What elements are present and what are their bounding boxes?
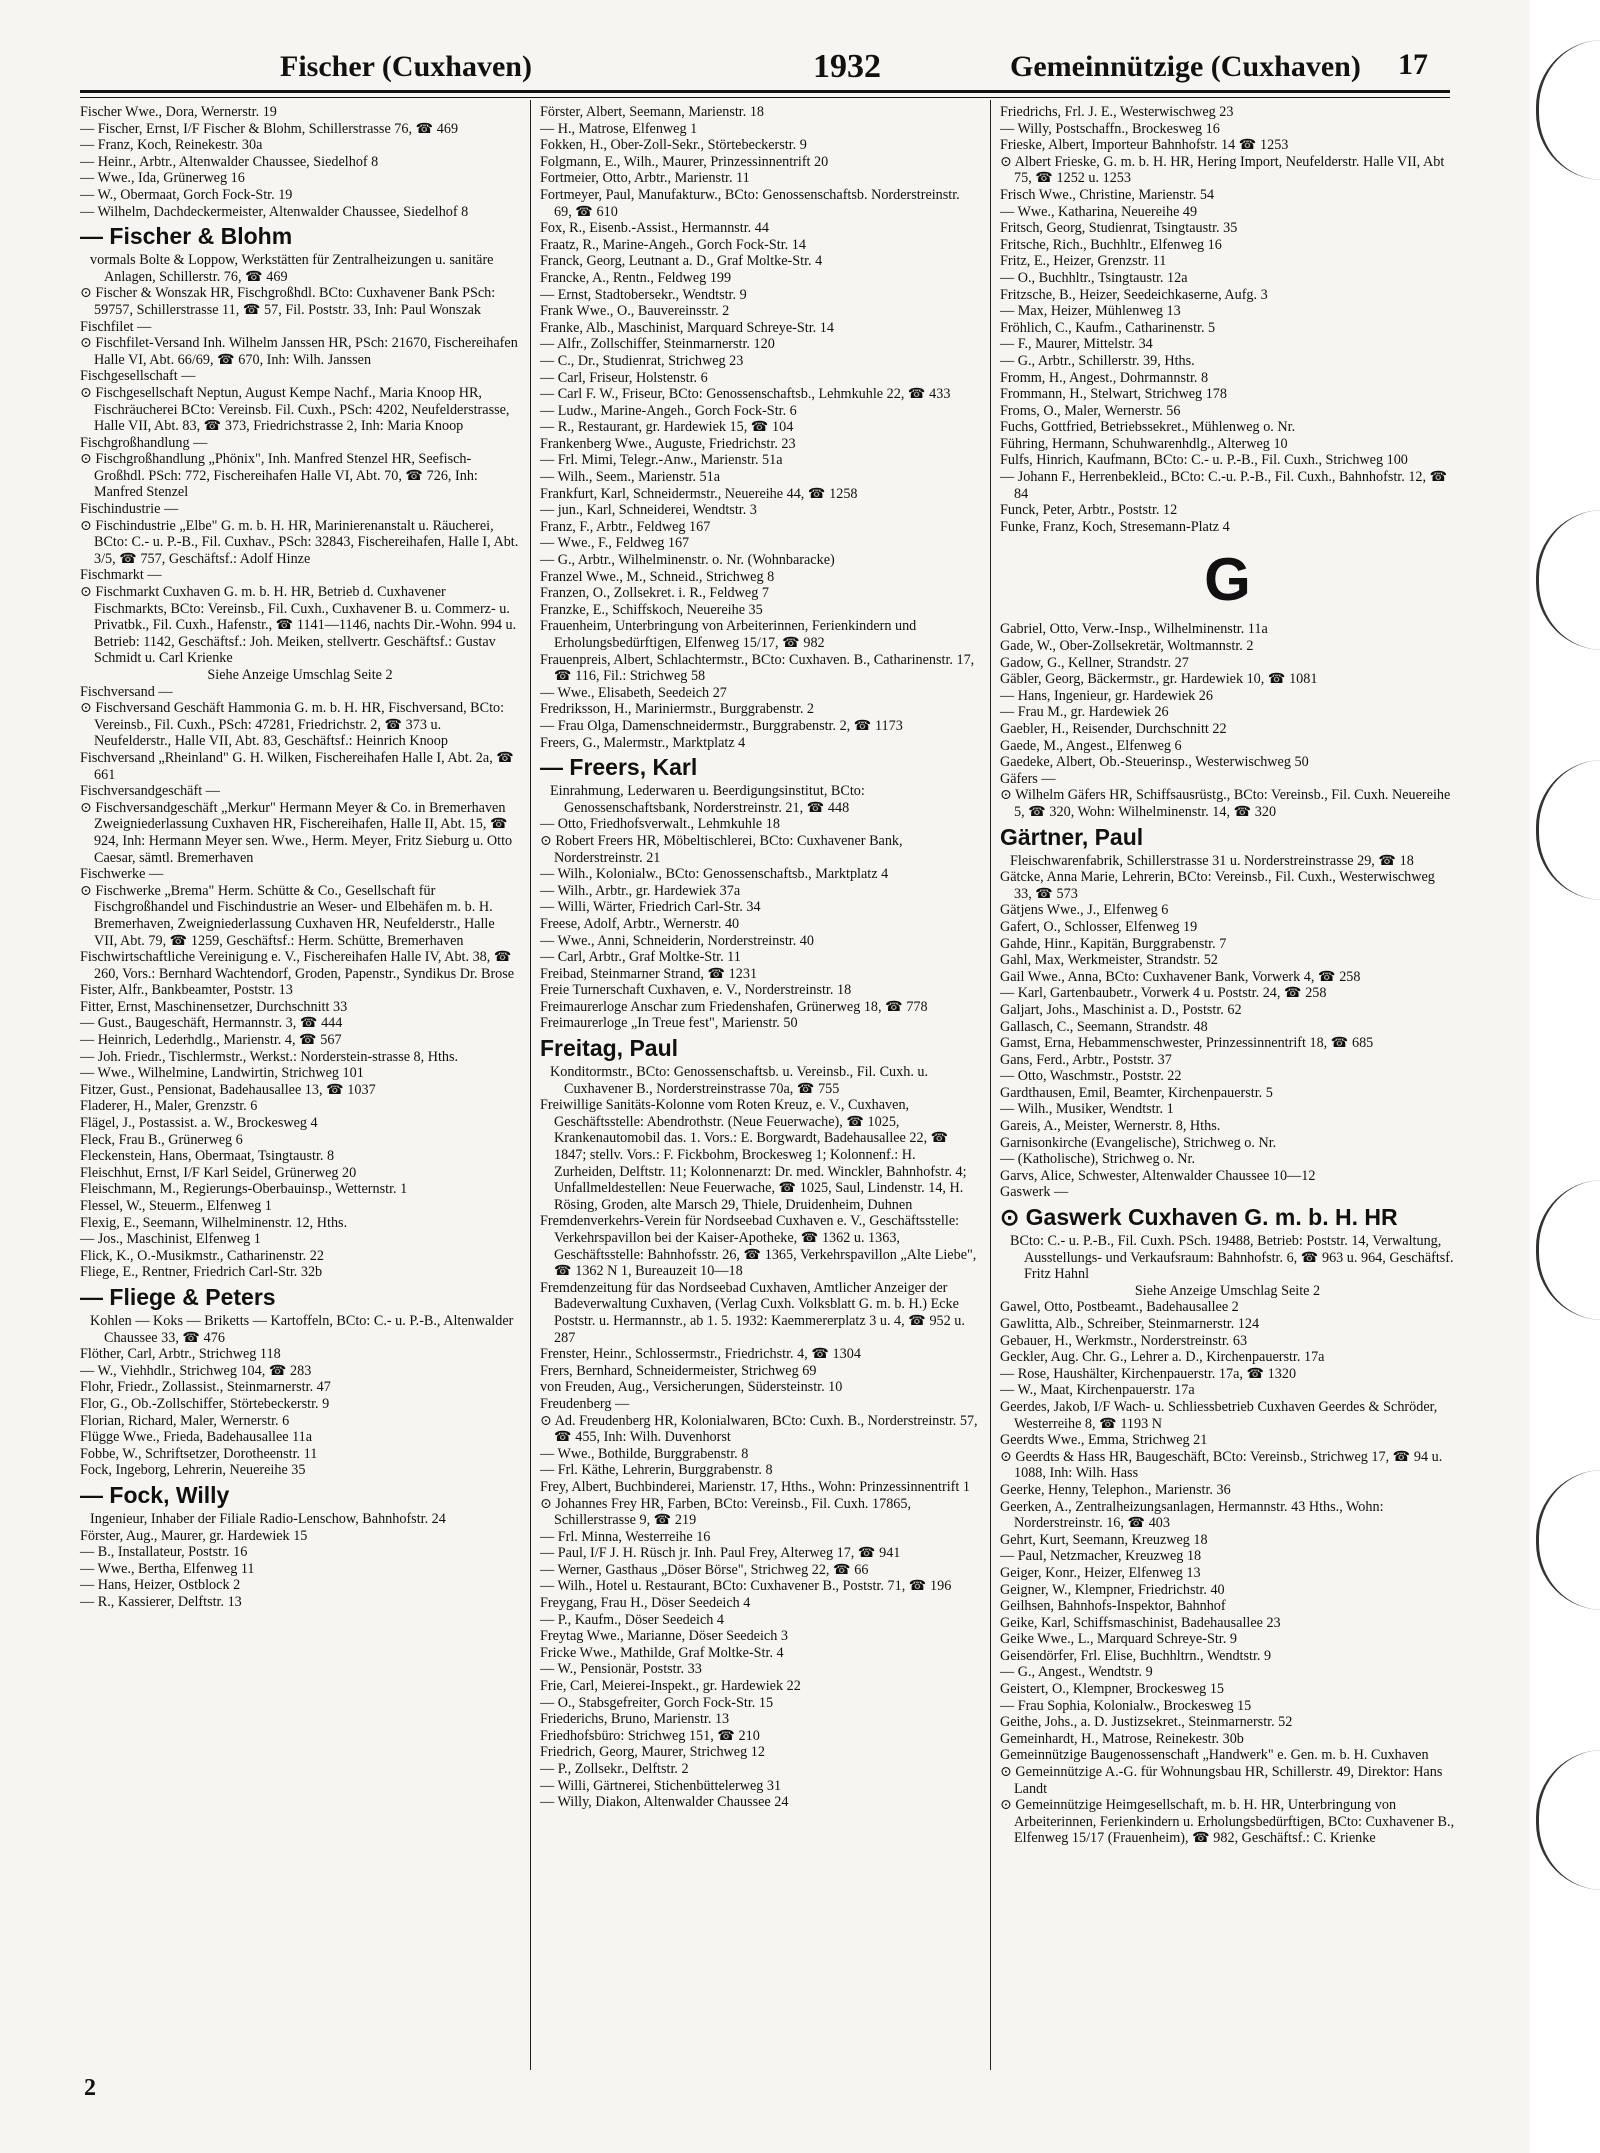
directory-entry: Funck, Peter, Arbtr., Poststr. 12 [1000,502,1178,519]
directory-entry: — Fischer, Ernst, I/F Fischer & Blohm, Schillerstrasse 76, ☎ 469 [80,120,459,137]
column-2 [540,104,980,1811]
directory-entry: Fortmeier, Otto, Arbtr., Marienstr. 11 [540,170,750,187]
directory-entry: — Wwe., F., Feldweg 167 [540,535,690,552]
directory-entry: — Alfr., Zollschiffer, Steinmarnerstr. 120 [540,336,775,353]
directory-entry: Fischwerke — [80,866,164,883]
directory-entry: Frommann, H., Stelwart, Strichweg 178 [1000,386,1227,403]
directory-entry: Gemeinnützige Baugenossenschaft „Handwerk" e. Gen. m. b. H. Cuxhaven [1000,1747,1429,1764]
directory-entry: Frenster, Heinr., Schlossermstr., Friedrichstr. 4, ☎ 1304 [540,1346,861,1363]
directory-entry: Friedrich, Georg, Maurer, Strichweg 12 [540,1744,765,1761]
directory-entry: Franzen, O., Zollsekret. i. R., Feldweg 7 [540,585,769,602]
directory-entry: Fritsch, Georg, Studienrat, Tsingtaustr. 35 [1000,220,1238,237]
directory-entry: — Willy, Diakon, Altenwalder Chaussee 24 [540,1794,789,1811]
directory-entry: Freiwillige Sanitäts-Kolonne vom Roten Kreuz, e. V., Cuxhaven, Geschäftsstelle: Abendrothstr. (Neue Feuerwache), ☎ 1025, Krankenautomobil das. 1. Vors.: E. Borgwardt, Badehausallee 22, ☎ 1847; stellv. Vors.: F. Fickbohm, Brockesweg 1; Kolonnenf.: H. Zurheiden, Delftstr. 11; Kolonnenarzt: Dr. med. Winckler, Bahnhofstr. 4; Unfallmeldestellen: Neue Feuerwache, ☎ 1025, Saul, Lindenstr. 14, H. Rösing, Groden, alte Marsch 29, Thiele, Druidenheim, Duhnen [540,1097,967,1213]
directory-entry: Friedhofsbüro: Strichweg 151, ☎ 210 [540,1727,760,1744]
directory-entry: Friederichs, Bruno, Marienstr. 13 [540,1711,730,1728]
directory-entry: — Heinrich, Lederhdlg., Marienstr. 4, ☎ 567 [80,1032,342,1049]
directory-entry: ⊙ Gemeinnützige A.-G. für Wohnungsbau HR, Schillerstr. 49, Direktor: Hans Landt [1000,1764,1443,1797]
directory-entry: Fritsche, Rich., Buchhltr., Elfenweg 16 [1000,236,1222,253]
directory-entry: Geithe, Johs., a. D. Justizsekret., Steinmarnerstr. 52 [1000,1714,1293,1731]
directory-entry: ⊙ Geerdts & Hass HR, Baugeschäft, BCto: Vereinsb., Strichweg 17, ☎ 94 u. 1088, Inh: Wilh. Hass [1000,1448,1443,1482]
directory-entry: ⊙ Ad. Freudenberg HR, Kolonialwaren, BCto: Cuxh. B., Norderstreinstr. 57, ☎ 455, Inh: Wilh. Duvenhorst [540,1412,978,1446]
directory-entry: — Willi, Wärter, Friedrich Carl-Str. 34 [540,899,761,916]
directory-entry: — Carl F. W., Friseur, BCto: Genossenschaftsb., Lehmkuhle 22, ☎ 433 [540,386,951,403]
thumb-index-tab [1536,1470,1600,1610]
directory-entry: Frie, Carl, Meierei-Inspekt., gr. Hardewiek 22 [540,1678,801,1695]
directory-entry: Gabriel, Otto, Verw.-Insp., Wilhelminenstr. 11a [1000,621,1268,638]
directory-entry: — Wilhelm, Dachdeckermeister, Altenwalder Chaussee, Siedelhof 8 [80,203,469,220]
directory-entry: — R., Restaurant, gr. Hardewiek 15, ☎ 104 [540,419,794,436]
directory-entry: Geisendörfer, Frl. Elise, Buchhltrn., Wendtstr. 9 [1000,1647,1272,1664]
directory-entry: Fritzsche, B., Heizer, Seedeichkaserne, Aufg. 3 [1000,286,1268,303]
directory-entry: Fischwirtschaftliche Vereinigung e. V., Fischereihafen Halle IV, Abt. 38, ☎ 260, Vors.: Bernhard Wachtendorf, Groden, Papenstr., Syndikus Dr. Brose [80,949,515,982]
directory-entry: Fritz, E., Heizer, Grenzstr. 11 [1000,253,1167,270]
column-1 [80,104,520,1610]
directory-entry: Freimaurerloge Anschar zum Friedenshafen, Grünerweg 18, ☎ 778 [540,998,928,1015]
directory-entry: Einrahmung, Lederwaren u. Beerdigungsinstitut, BCto: Genossenschaftsbank, Norderstreinstr. 21, ☎ 448 [550,783,865,816]
header-right: Gemeinnützige (Cuxhaven) [1010,50,1361,83]
directory-entry: — Johann F., Herrenbekleid., BCto: C.-u. P.-B., Fil. Cuxh., Bahnhofstr. 12, ☎ 84 [1000,469,1448,502]
directory-entry: Fitter, Ernst, Maschinensetzer, Durchschnitt 33 [80,998,348,1015]
page-header [80,44,1500,94]
directory-entry: Geerdes, Jakob, I/F Wach- u. Schliessbetrieb Cuxhaven Geerdes & Schröder, Westerreihe 8, ☎ 1193 N [1000,1398,1438,1432]
directory-entry: Fischgroßhandlung — [80,434,208,451]
directory-entry: — G., Arbtr., Wilhelminenstr. o. Nr. (Wohnbaracke) [540,552,835,569]
directory-entry: Friedrichs, Frl. J. E., Westerwischweg 23 [1000,104,1234,120]
directory-entry: — Paul, Netzmacher, Kreuzweg 18 [1000,1548,1202,1565]
directory-entry: — O., Buchhltr., Tsingtaustr. 12a [1000,269,1188,286]
directory-entry: Fischversand „Rheinland" G. H. Wilken, Fischereihafen Halle I, Abt. 2a, ☎ 661 [80,749,514,783]
directory-entry: — Gust., Baugeschäft, Hermannstr. 3, ☎ 444 [80,1015,343,1032]
directory-entry: — Franz, Koch, Reinekestr. 30a [80,137,263,154]
directory-entry: ⊙ Gemeinnützige Heimgesellschaft, m. b. H. HR, Unterbringung von Arbeiterinnen, Ferienkindern u. Erholungsbedürftigen, BCto: Cuxhavener B., Elfenweg 15/17 (Frauenheim), ☎ 982, Geschäftsf.: C. Krienke [1000,1797,1455,1847]
directory-entry: Freibad, Steinmarner Strand, ☎ 1231 [540,965,758,982]
directory-entry: Fliege, E., Rentner, Friedrich Carl-Str. 32b [80,1264,323,1281]
directory-entry: BCto: C.- u. P.-B., Fil. Cuxh. PSch. 19488, Betrieb: Poststr. 14, Verwaltung, Ausstellungs- und Verkaufsraum: Bahnhofstr. 6, ☎ 963 u. 964, Geschäftsf. Fritz Hahnl [1010,1233,1454,1283]
directory-entry: Gaedeke, Albert, Ob.-Steuerinsp., Westerwischweg 50 [1000,754,1309,771]
directory-entry: — Frl. Minna, Westerreihe 16 [540,1528,711,1545]
directory-entry: — Willi, Gärtnerei, Stichenbüttelerweg 31 [540,1777,782,1794]
directory-entry: Fredriksson, H., Mariniermstr., Burggrabenstr. 2 [540,701,815,718]
directory-entry: Fleckenstein, Hans, Obermaat, Tsingtaustr. 8 [80,1148,335,1165]
directory-entry: Galjart, Johs., Maschinist a. D., Poststr. 62 [1000,1001,1242,1018]
directory-entry: — Ludw., Marine-Angeh., Gorch Fock-Str. 6 [540,402,797,419]
directory-entry: Fobbe, W., Schriftsetzer, Dorotheenstr. 11 [80,1445,318,1462]
directory-entry: Francke, A., Rentn., Feldweg 199 [540,269,732,286]
directory-entry: Förster, Aug., Maurer, gr. Hardewiek 15 [80,1527,308,1544]
directory-entry: Gaebler, H., Reisender, Durchschnitt 22 [1000,721,1227,737]
directory-entry: Fischindustrie — [80,501,179,518]
directory-entry: ⊙ Fischversand Geschäft Hammonia G. m. b. H. HR, Fischversand, BCto: Vereinsb., Fil. Cuxh., PSch: 47281, Friedrichstr. 2, ☎ 373 u. Neufelderstr., Halle VII, Abt. 83, Geschäftsf.: Heinrich Knoop [80,700,505,750]
directory-entry: Flessel, W., Steuerm., Elfenweg 1 [80,1198,272,1214]
directory-entry: Freygang, Frau H., Döser Seedeich 4 [540,1595,751,1612]
thumb-index-tab [1536,40,1600,180]
section-letter: G [1204,546,1251,614]
directory-entry: Frankfurt, Karl, Schneidermstr., Neuereihe 44, ☎ 1258 [540,485,858,502]
directory-entry: — Paul, I/F J. H. Rüsch jr. Inh. Paul Frey, Alterweg 17, ☎ 941 [540,1545,901,1562]
directory-entry: Geilhsen, Bahnhofs-Inspektor, Bahnhof [1000,1598,1226,1615]
directory-entry: Frers, Bernhard, Schneidermeister, Strichweg 69 [540,1362,817,1379]
directory-entry: Fox, R., Eisenb.-Assist., Hermannstr. 44 [540,220,769,237]
directory-entry: — Frau Sophia, Kolonialw., Brockesweg 15 [1000,1697,1252,1714]
directory-entry: — Freers, Karl [540,754,698,781]
directory-entry: Fischversandgeschäft — [80,783,220,800]
thumb-index-tab [1536,760,1600,900]
directory-entry: von Freuden, Aug., Versicherungen, Südersteinstr. 10 [540,1379,843,1396]
directory-entry: Fischmarkt — [80,567,162,584]
directory-entry: Fremdenverkehrs-Verein für Nordseebad Cuxhaven e. V., Geschäftsstelle: Verkehrspavillon bei der Kaiser-Apotheke, ☎ 1362 u. 1363, Geschäftsstelle: Bahnhofsstr. 26, ☎ 1365, Verkehrspavillon „Alte Liebe", ☎ 1362 N 1, Bureauzeit 10—18 [540,1213,977,1280]
directory-entry: ⊙ Fischindustrie „Elbe" G. m. b. H. HR, Marinierenanstalt u. Räucherei, BCto: C.- u. P.-B., Fil. Cuxhav., PSch: 32843, Fischereihafen, Halle I, Abt. 3/5, ☎ 757, Geschäftsf.: Adolf Hinze [80,517,519,567]
directory-entry: Flügge Wwe., Frieda, Badehausallee 11a [80,1429,313,1446]
directory-entry: Funke, Franz, Koch, Stresemann-Platz 4 [1000,518,1230,535]
directory-entry: — Wwe., Katharina, Neuereihe 49 [1000,203,1198,220]
directory-entry: Geiger, Konr., Heizer, Elfenweg 13 [1000,1564,1201,1581]
directory-entry: Gätjens Wwe., J., Elfenweg 6 [1000,902,1169,919]
directory-entry: Frankenberg Wwe., Auguste, Friedrichstr. 23 [540,435,796,452]
directory-entry: Fraatz, R., Marine-Angeh., Gorch Fock-Str. 14 [540,236,806,253]
directory-entry: Gaede, M., Angest., Elfenweg 6 [1000,737,1182,754]
directory-entry: Fleck, Frau B., Grünerweg 6 [80,1131,243,1148]
directory-entry: — jun., Karl, Schneiderei, Wendtstr. 3 [540,502,757,519]
directory-entry: Kohlen — Koks — Briketts — Kartoffeln, BCto: C.- u. P.-B., Altenwalder Chaussee 33, ☎ 476 [90,1312,514,1346]
directory-entry: ⊙ Fischgroßhandlung „Phönix", Inh. Manfred Stenzel HR, Seefisch-Großhdl. PSch: 772, Fischereihafen Halle VI, Abt. 70, ☎ 726, Inh: Manfred Stenzel [80,451,478,501]
directory-entry: Fokken, H., Ober-Zoll-Sekr., Störtebeckerstr. 9 [540,137,807,154]
directory-entry: Freitag, Paul [540,1035,679,1062]
directory-entry: — F., Maurer, Mittelstr. 34 [1000,336,1153,353]
directory-entry: Fortmeyer, Paul, Manufakturw., BCto: Genossenschaftsb. Norderstreinstr. 69, ☎ 610 [540,186,960,220]
directory-entry: Geerken, A., Zentralheizungsanlagen, Hermannstr. 43 Hths., Wohn: Norderstreinstr. 16, ☎ 403 [1000,1498,1384,1532]
directory-entry: Gahl, Max, Werkmeister, Strandstr. 52 [1000,952,1218,969]
directory-entry: Gallasch, C., Seemann, Strandstr. 48 [1000,1018,1208,1035]
directory-entry: Gans, Ferd., Arbtr., Poststr. 37 [1000,1051,1172,1068]
directory-entry: Fleischwarenfabrik, Schillerstrasse 31 u. Norderstreinstrasse 29, ☎ 18 [1010,852,1414,869]
directory-entry: — (Katholische), Strichweg o. Nr. [1000,1151,1196,1168]
directory-entry: ⊙ Wilhelm Gäfers HR, Schiffsausrüstg., BCto: Vereinsb., Fil. Cuxh. Neuereihe 5, ☎ 320, Wohn: Wilhelminenstr. 14, ☎ 320 [1000,787,1451,820]
directory-entry: — O., Stabsgefreiter, Gorch Fock-Str. 15 [540,1694,774,1711]
directory-entry: Frank Wwe., O., Bauvereinsstr. 2 [540,303,730,320]
directory-entry: Geerke, Henny, Telephon., Marienstr. 36 [1000,1481,1231,1498]
directory-entry: Fremdenzeitung für das Nordseebad Cuxhaven, Amtlicher Anzeiger der Badeverwaltung Cuxhaven, (Verlag Cuxh. Volksblatt G. m. b. H.) Ecke Poststr. u. Hermannstr., ab 1. 5. 1932: Kaemmererplatz 3 u. 4, ☎ 952 u. 287 [540,1279,965,1346]
directory-entry: — Wilh., Arbtr., gr. Hardewiek 37a [540,882,741,899]
directory-entry: ⊙ Fischwerke „Brema" Herm. Schütte & Co., Gesellschaft für Fischgroßhandel und Fischindustrie an Weser- und Elbehäfen m. b. H. Bremerhaven, Zweigniederlassung Cuxhaven HR, Neufelderstr., Halle VII, Abt. 79, ☎ 1259, Geschäftsf.: Herm. Schütte, Bremerhaven [80,882,495,949]
directory-entry: Freese, Adolf, Arbtr., Wernerstr. 40 [540,915,740,932]
directory-entry: — Ernst, Stadtobersekr., Wendtstr. 9 [540,286,747,303]
directory-entry: — Frau Olga, Damenschneidermstr., Burggrabenstr. 2, ☎ 1173 [540,717,903,734]
thumb-index-tab [1536,1180,1600,1320]
directory-entry: — Wwe., Bertha, Elfenweg 11 [80,1560,255,1577]
directory-entry: Gamst, Erna, Hebammenschwester, Prinzessinnentrift 18, ☎ 685 [1000,1035,1374,1052]
directory-entry: Geerdts Wwe., Emma, Strichweg 21 [1000,1432,1208,1449]
directory-entry: Franzel Wwe., M., Schneid., Strichweg 8 [540,568,775,585]
directory-entry: — Frl. Käthe, Lehrerin, Burggrabenstr. 8 [540,1462,773,1479]
directory-entry: Ingenieur, Inhaber der Filiale Radio-Lenschow, Bahnhofstr. 24 [90,1510,446,1527]
directory-entry: ⊙ Albert Frieske, G. m. b. H. HR, Hering Import, Neufelderstr. Halle VII, Abt 75, ☎ 1252 u. 1253 [1000,153,1445,187]
directory-entry: — W., Viehhdlr., Strichweg 104, ☎ 283 [80,1362,312,1379]
directory-entry: Franke, Alb., Maschinist, Marquard Schreye-Str. 14 [540,319,834,336]
directory-entry: Geistert, O., Klempner, Brockesweg 15 [1000,1681,1225,1698]
directory-entry: Freie Turnerschaft Cuxhaven, e. V., Norderstreinstr. 18 [540,982,852,999]
directory-entry: Flexig, E., Seemann, Wilhelminenstr. 12, Hths. [80,1214,348,1231]
directory-entry: — R., Kassierer, Delftstr. 13 [80,1593,242,1610]
directory-entry: Gätcke, Anna Marie, Lehrerin, BCto: Vereinsb., Fil. Cuxh., Westerwischweg 33, ☎ 573 [1000,869,1435,902]
directory-entry: Führing, Hermann, Schuhwarenhdlg., Alterweg 10 [1000,435,1288,452]
directory-entry: — W., Maat, Kirchenpauerstr. 17a [1000,1382,1195,1399]
directory-entry: Fröhlich, C., Kaufm., Catharinenstr. 5 [1000,319,1216,336]
directory-entry: — Hans, Ingenieur, gr. Hardewiek 26 [1000,687,1213,704]
directory-entry: Fischfilet — [80,318,152,335]
directory-entry: Fricke Wwe., Mathilde, Graf Moltke-Str. 4 [540,1644,784,1661]
directory-entry: Fleischhut, Ernst, I/F Karl Seidel, Grünerweg 20 [80,1164,357,1181]
directory-entry: Gafert, O., Schlosser, Elfenweg 19 [1000,918,1198,935]
directory-entry: Flohr, Friedr., Zollassist., Steinmarnerstr. 47 [80,1379,331,1396]
directory-entry: Fromm, H., Angest., Dohrmannstr. 8 [1000,369,1209,386]
directory-entry: Konditormstr., BCto: Genossenschaftsb. u. Vereinsb., Fil. Cuxh. u. Cuxhavener B., Norderstreinstrasse 70a, ☎ 755 [550,1064,929,1097]
directory-entry: Gaswerk — [1000,1184,1069,1201]
directory-entry: — Wwe., Ida, Grünerweg 16 [80,170,245,187]
directory-entry: Fischgesellschaft — [80,368,196,385]
directory-entry: Flägel, J., Postassist. a. W., Brockesweg 4 [80,1115,318,1132]
directory-entry: ⊙ Fischer & Wonszak HR, Fischgroßhdl. BCto: Cuxhavener Bank PSch: 59757, Schillerstrasse 11, ☎ 57, Fil. Poststr. 33, Inh: Paul Wonszak [80,285,496,318]
directory-entry: — Hans, Heizer, Ostblock 2 [80,1577,241,1594]
directory-entry: Siehe Anzeige Umschlag Seite 2 [1134,1282,1321,1299]
directory-entry: — Wilh., Musiker, Wendtstr. 1 [1000,1101,1174,1118]
directory-entry: Franzke, E., Schiffskoch, Neuereihe 35 [540,601,763,618]
directory-entry: Fitzer, Gust., Pensionat, Badehausallee 13, ☎ 1037 [80,1081,376,1098]
directory-entry: — Jos., Maschinist, Elfenweg 1 [80,1231,261,1248]
directory-entry: Flick, K., O.-Musikmstr., Catharinenstr. 22 [80,1247,324,1264]
directory-entry: Gebauer, H., Werkmstr., Norderstreinstr. 63 [1000,1332,1248,1349]
directory-entry: — Carl, Friseur, Holstenstr. 6 [540,369,708,386]
directory-entry: Fock, Ingeborg, Lehrerin, Neuereihe 35 [80,1462,306,1479]
directory-entry: vormals Bolte & Loppow, Werkstätten für Zentralheizungen u. sanitäre Anlagen, Schillerstr. 76, ☎ 469 [90,252,494,285]
directory-entry: — H., Matrose, Elfenweg 1 [540,120,698,137]
directory-entry: — Werner, Gasthaus „Döser Börse", Strichweg 22, ☎ 66 [540,1561,869,1578]
directory-entry: — P., Kaufm., Döser Seedeich 4 [540,1611,725,1628]
directory-entry: Geike, Karl, Schiffsmaschinist, Badehausallee 23 [1000,1614,1281,1631]
column-divider [990,100,991,2070]
header-rule [80,90,1450,98]
directory-entry: Gawlitta, Alb., Schreiber, Steinmarnerstr. 124 [1000,1316,1260,1332]
directory-entry: — Wwe., Anni, Schneiderin, Norderstreinstr. 40 [540,932,814,949]
directory-entry: Gawel, Otto, Postbeamt., Badehausallee 2 [1000,1299,1239,1316]
directory-entry: Gahde, Hinr., Kapitän, Burggrabenstr. 7 [1000,935,1227,952]
directory-entry: — Frl. Mimi, Telegr.-Anw., Marienstr. 51a [540,452,783,469]
directory-entry: Förster, Albert, Seemann, Marienstr. 18 [540,104,765,120]
directory-entry: Franck, Georg, Leutnant a. D., Graf Moltke-Str. 4 [540,253,823,270]
directory-entry: — W., Obermaat, Gorch Fock-Str. 19 [80,186,293,203]
directory-entry: Gehrt, Kurt, Seemann, Kreuzweg 18 [1000,1531,1208,1548]
directory-entry: Gemeinhardt, H., Matrose, Reinekestr. 30b [1000,1730,1244,1747]
header-year: 1932 [813,48,881,85]
directory-entry: Fleischmann, M., Regierungs-Oberbauinsp., Wetternstr. 1 [80,1181,408,1198]
directory-entry: — Max, Heizer, Mühlenweg 13 [1000,303,1181,320]
page-footer-number: 2 [84,2075,96,2101]
directory-entry: Franz, F., Arbtr., Feldweg 167 [540,518,711,535]
directory-entry: Frauenheim, Unterbringung von Arbeiterinnen, Ferienkindern und Erholungsbedürftigen, Elfenweg 15/17, ☎ 982 [540,618,917,651]
directory-entry: — G., Angest., Wendtstr. 9 [1000,1664,1153,1681]
directory-entry: — Wwe., Bothilde, Burggrabenstr. 8 [540,1445,749,1462]
directory-entry: Flöther, Carl, Arbtr., Strichweg 118 [80,1346,281,1363]
directory-entry: — W., Pensionär, Poststr. 33 [540,1661,702,1678]
directory-entry: Frieske, Albert, Importeur Bahnhofstr. 14 ☎ 1253 [1000,137,1289,154]
directory-entry: Frey, Albert, Buchbinderei, Marienstr. 17, Hths., Wohn: Prinzessinnentrift 1 [540,1478,970,1495]
directory-entry: — Fock, Willy [80,1481,230,1508]
directory-entry: — Carl, Arbtr., Graf Moltke-Str. 11 [540,949,741,966]
thumb-index-tab [1536,510,1600,650]
directory-entry: — Wilh., Hotel u. Restaurant, BCto: Cuxhavener B., Poststr. 71, ☎ 196 [540,1578,952,1595]
directory-entry: Gail Wwe., Anna, BCto: Cuxhavener Bank, Vorwerk 4, ☎ 258 [1000,968,1361,985]
directory-entry: Froms, O., Maler, Wernerstr. 56 [1000,402,1181,419]
directory-entry: Freers, G., Malermstr., Marktplatz 4 [540,734,746,751]
directory-entry: Fister, Alfr., Bankbeamter, Poststr. 13 [80,982,293,999]
directory-entry: Gärtner, Paul [1000,823,1144,850]
directory-entry: Frisch Wwe., Christine, Marienstr. 54 [1000,186,1215,203]
directory-entry: Fuchs, Gottfried, Betriebssekret., Mühlenweg o. Nr. [1000,419,1296,436]
directory-entry: Gade, W., Ober-Zollsekretär, Woltmannstr. 2 [1000,638,1254,655]
directory-entry: — Karl, Gartenbaubetr., Vorwerk 4 u. Poststr. 24, ☎ 258 [1000,985,1327,1002]
directory-entry: ⊙ Fischversandgeschäft „Merkur" Hermann Meyer & Co. in Bremerhaven Zweigniederlassung Cuxhaven HR, Fischereihafen, Halle II, Abt. 15, ☎ 924, Inh: Hermann Meyer sen. Wwe., Herm. Meyer, Fritz Sieburg u. Otto Caesar, sämtl. Bremerhaven [80,799,513,866]
directory-entry: Garvs, Alice, Schwester, Altenwalder Chaussee 10—12 [1000,1167,1316,1184]
directory-entry: — Fischer & Blohm [80,223,293,250]
directory-entry: — B., Installateur, Poststr. 16 [80,1544,248,1561]
directory-entry: Fladerer, H., Maler, Grenzstr. 6 [80,1098,258,1115]
directory-entry: Florian, Richard, Maler, Wernerstr. 6 [80,1412,290,1429]
directory-entry: Fischversand — [80,683,173,700]
thumb-index-tab [1536,1750,1600,1890]
directory-entry: Freytag Wwe., Marianne, Döser Seedeich 3 [540,1628,788,1645]
column-3 [1000,104,1455,1847]
directory-entry: — P., Zollsekr., Delftstr. 2 [540,1761,689,1777]
header-left: Fischer (Cuxhaven) [280,50,532,83]
directory-entry: — Otto, Friedhofsverwalt., Lehmkuhle 18 [540,816,780,833]
directory-entry: — Rose, Haushälter, Kirchenpauerstr. 17a, ☎ 1320 [1000,1365,1297,1382]
directory-entry: — Willy, Postschaffn., Brockesweg 16 [1000,120,1220,137]
directory-entry: — G., Arbtr., Schillerstr. 39, Hths. [1000,352,1195,369]
directory-entry: — Fliege & Peters [80,1283,276,1310]
directory-entry: Frauenpreis, Albert, Schlachtermstr., BCto: Cuxhaven. B., Catharinenstr. 17, ☎ 116, Fil.: Strichweg 58 [540,651,975,685]
directory-entry: Gäfers — [1000,770,1056,787]
directory-entry: — C., Dr., Studienrat, Strichweg 23 [540,352,744,369]
directory-entry: Gadow, G., Kellner, Strandstr. 27 [1000,654,1189,671]
directory-entry: — Wilh., Kolonialw., BCto: Genossenschaftsb., Marktplatz 4 [540,866,889,883]
directory-entry: Siehe Anzeige Umschlag Seite 2 [207,667,393,683]
directory-entry: Geigner, W., Klempner, Friedrichstr. 40 [1000,1581,1225,1598]
directory-entry: — Heinr., Arbtr., Altenwalder Chaussee, Siedelhof 8 [80,153,379,170]
directory-entry: Geckler, Aug. Chr. G., Lehrer a. D., Kirchenpauerstr. 17a [1000,1349,1325,1366]
directory-entry: ⊙ Fischfilet-Versand Inh. Wilhelm Janssen HR, PSch: 21670, Fischereihafen Halle VI, Abt. 66/69, ☎ 670, Inh: Wilh. Janssen [80,335,518,368]
column-divider [530,100,531,2070]
directory-entry: Geike Wwe., L., Marquard Schreye-Str. 9 [1000,1631,1237,1648]
directory-entry: Gareis, A., Meister, Wernerstr. 8, Hths. [1000,1118,1221,1135]
directory-entry: Freimaurerloge „In Treue fest", Marienstr. 50 [540,1015,798,1032]
directory-entry: Freudenberg — [540,1395,630,1412]
directory-entry: ⊙ Fischmarkt Cuxhaven G. m. b. H. HR, Betrieb d. Cuxhavener Fischmarkts, BCto: Vereinsb., Fil. Cuxh., Cuxhavener B. u. Commerz- u. Privatbk., Fil. Cuxh., Hafenstr., ☎ 1141—1146, nachts Dir.-Wohn. 994 u. Betrieb: 1142, Geschäftsf.: Joh. Meiken, stellvertr. Geschäftsf.: Gustav Schmidt u. Carl Krienke [80,584,517,667]
directory-entry: Flor, G., Ob.-Zollschiffer, Störtebeckerstr. 9 [80,1395,330,1412]
directory-entry: ⊙ Fischgesellschaft Neptun, August Kempe Nachf., Maria Knoop HR, Fischräucherei BCto: Vereinsb. Fil. Cuxh., PSch: 4202, Neufelderstrasse, Halle VII, Abt. 83, ☎ 373, Friedrichstrasse 2, Inh: Maria Knoop [80,384,510,435]
directory-entry: ⊙ Robert Freers HR, Möbeltischlerei, BCto: Cuxhavener Bank, Norderstreinstr. 21 [540,832,903,866]
directory-entry: — Joh. Friedr., Tischlermstr., Werkst.: Norderstein-strasse 8, Hths. [80,1048,459,1065]
directory-entry: Gardthausen, Emil, Beamter, Kirchenpauerstr. 5 [1000,1084,1273,1101]
directory-entry: ⊙ Gaswerk Cuxhaven G. m. b. H. HR [1000,1204,1398,1231]
directory-entry: — Otto, Waschmstr., Poststr. 22 [1000,1068,1182,1085]
directory-entry: — Frau M., gr. Hardewiek 26 [1000,704,1169,721]
directory-entry: Garnisonkirche (Evangelische), Strichweg o. Nr. [1000,1134,1277,1151]
directory-entry: ⊙ Johannes Frey HR, Farben, BCto: Vereinsb., Fil. Cuxh. 17865, Schillerstrasse 9, ☎ 219 [540,1495,912,1529]
directory-entry: — Wilh., Seem., Marienstr. 51a [540,469,721,486]
directory-entry: Fulfs, Hinrich, Kaufmann, BCto: C.- u. P.-B., Fil. Cuxh., Strichweg 100 [1000,452,1408,469]
directory-entry: Gäbler, Georg, Bäckermstr., gr. Hardewiek 10, ☎ 1081 [1000,671,1318,688]
directory-entry: Fischer Wwe., Dora, Wernerstr. 19 [80,104,277,120]
page-edge [1530,0,1600,2153]
page-number: 17 [1398,48,1428,81]
directory-entry: Folgmann, E., Wilh., Maurer, Prinzessinnentrift 20 [540,153,829,170]
directory-entry: — Wwe., Wilhelmine, Landwirtin, Strichweg 101 [80,1065,364,1082]
directory-entry: — Wwe., Elisabeth, Seedeich 27 [540,684,727,701]
